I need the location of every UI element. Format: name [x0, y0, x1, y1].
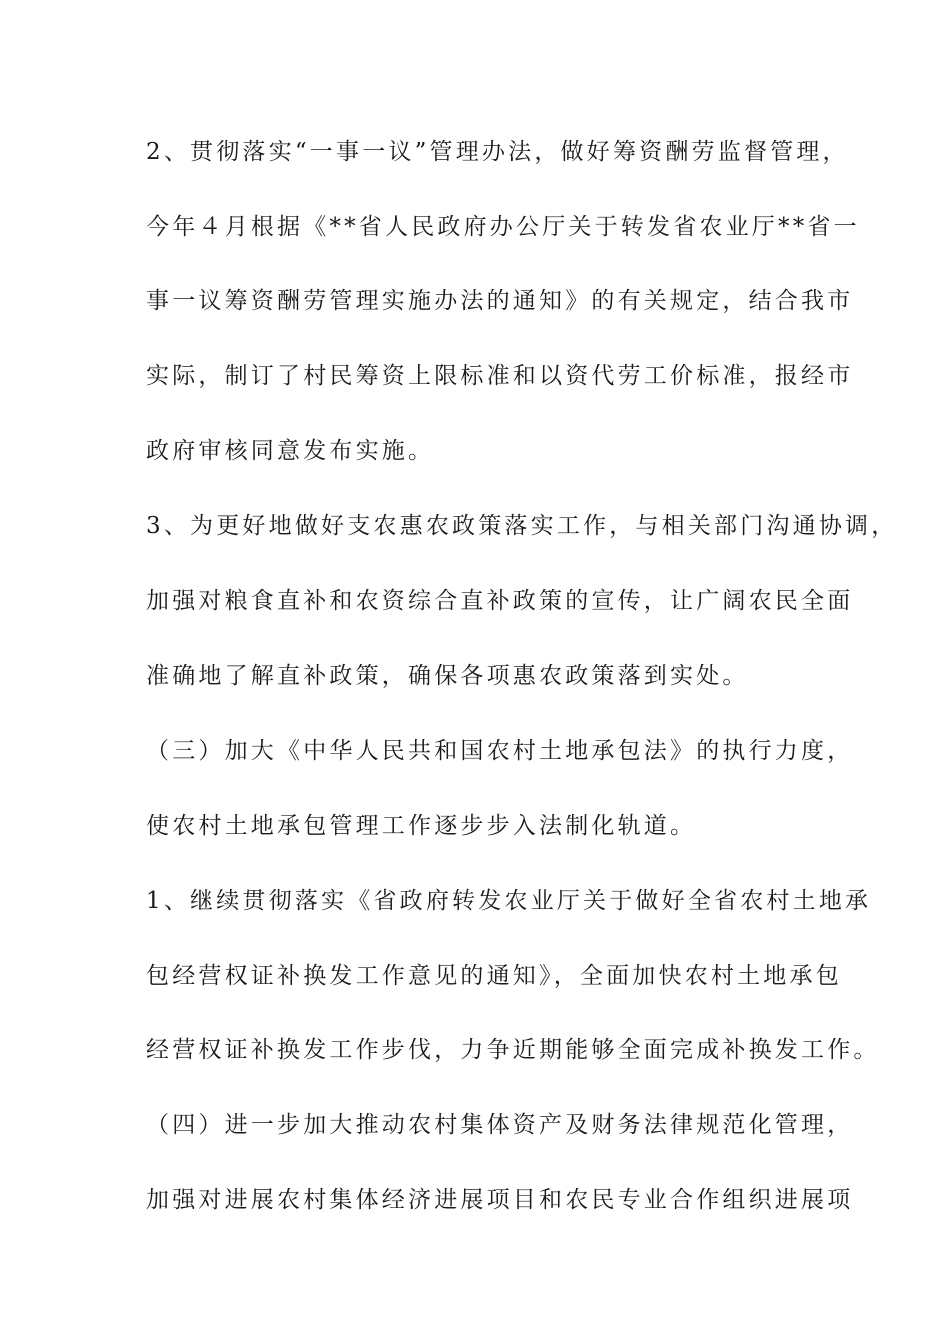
text-line-4: 实际，制订了村民筹资上限标准和以资代劳工价标准，报经市 [146, 363, 854, 389]
text-line-5: 政府审核同意发布实施。 [146, 438, 435, 464]
text-line-3: 事一议筹资酬劳管理实施办法的通知》的有关规定，结合我市 [146, 288, 854, 314]
text-line-15: 加强对进展农村集体经济进展项目和农民专业合作组织进展项 [146, 1187, 854, 1213]
text-line-8: 准确地了解直补政策，确保各项惠农政策落到实处。 [146, 663, 749, 689]
text-line-12: 包经营权证补换发工作意见的通知》，全面加快农村土地承包 [146, 963, 842, 989]
text-line-1: 2、贯彻落实“一事一议”管理办法，做好筹资酬劳监督管理， [146, 139, 849, 165]
text-line-6: 3、为更好地做好支农惠农政策落实工作，与相关部门沟通协调， [146, 513, 898, 539]
text-line-9: （三）加大《中华人民共和国农村土地承包法》的执行力度， [146, 738, 854, 764]
text-line-7: 加强对粮食直补和农资综合直补政策的宣传，让广阔农民全面 [146, 588, 854, 614]
text-line-10: 使农村土地承包管理工作逐步步入法制化轨道。 [146, 813, 697, 839]
text-line-2: 今年４月根据《**省人民政府办公厅关于转发省农业厅**省一 [146, 214, 860, 240]
text-line-11: 1、继续贯彻落实《省政府转发农业厅关于做好全省农村土地承 [146, 888, 872, 914]
text-line-13: 经营权证补换发工作步伐，力争近期能够全面完成补换发工作。 [146, 1037, 880, 1063]
text-line-14: （四）进一步加大推动农村集体资产及财务法律规范化管理， [146, 1112, 854, 1138]
